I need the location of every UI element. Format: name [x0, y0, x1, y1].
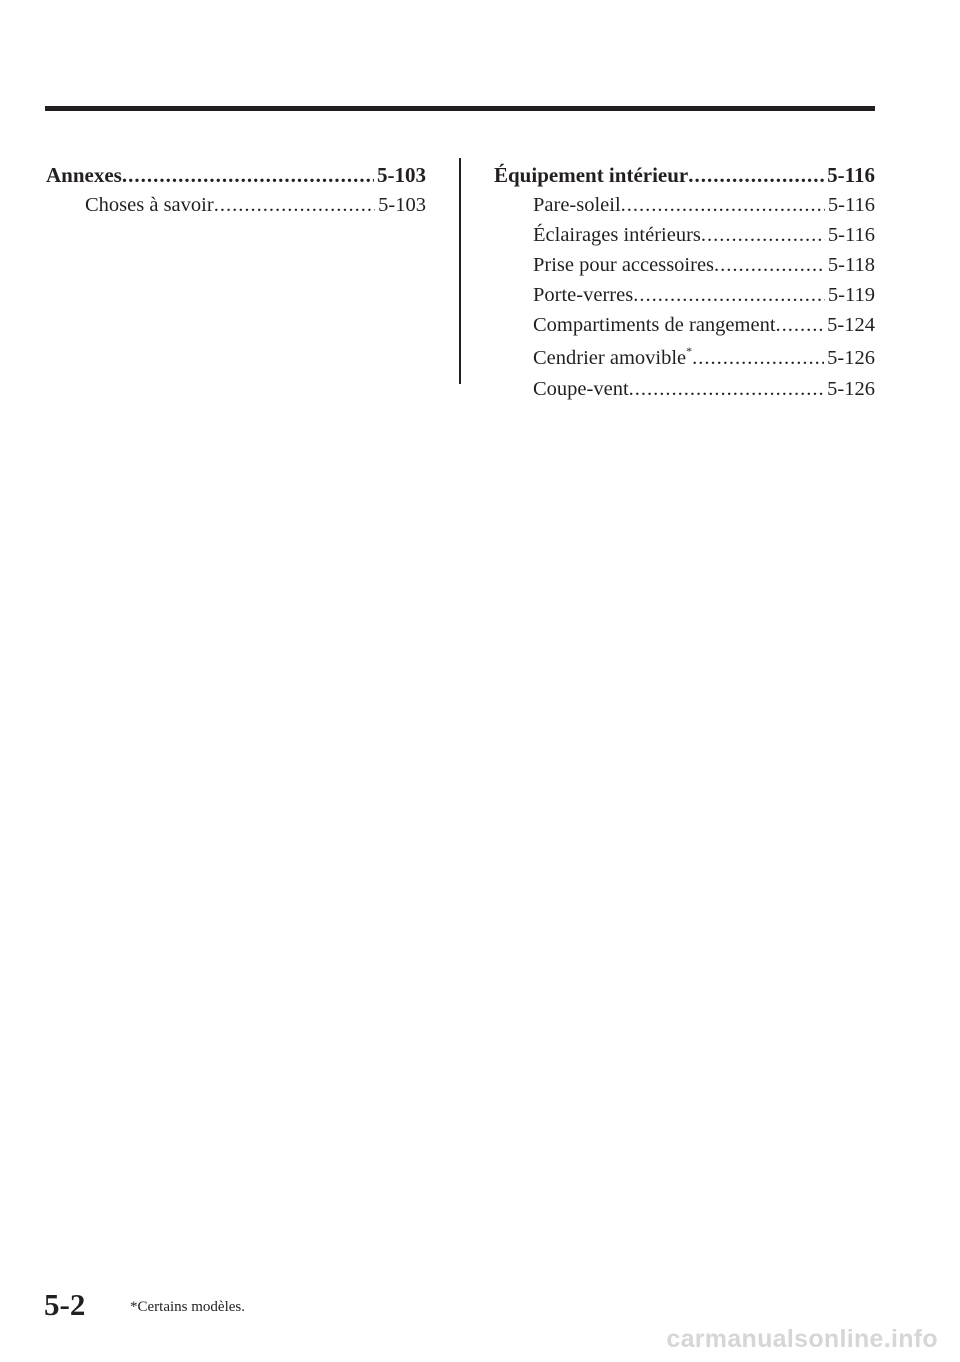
toc-entry-page: 5-124 [827, 314, 875, 336]
toc-entry-label: Coupe-vent [533, 378, 629, 400]
toc-sub-entry[interactable] [533, 310, 875, 340]
toc-entry-label: Pare-soleil [533, 194, 621, 216]
toc-entry-label: Équipement intérieur [494, 163, 689, 187]
header-rule [45, 106, 875, 111]
optional-equipment-marker: * [686, 344, 693, 358]
dot-leader [692, 340, 824, 374]
dot-leader [621, 190, 825, 220]
toc-right-column [494, 160, 875, 404]
toc-entry-label: Éclairages intérieurs [533, 224, 701, 246]
toc-sub-entry[interactable] [533, 280, 875, 310]
toc-sub-entry[interactable] [533, 250, 875, 280]
toc-entry-label: Porte-verres [533, 284, 634, 306]
dot-leader [214, 190, 375, 220]
toc-entry-label: Choses à savoir [85, 194, 214, 216]
toc-entry-label: Cendrier amovible [533, 347, 687, 369]
watermark: carmanualsonline.info [666, 1325, 938, 1353]
toc-sub-entry[interactable] [533, 374, 875, 404]
toc-entry-page: 5-119 [827, 284, 875, 306]
toc-left-column [46, 160, 426, 220]
toc-sub-entry[interactable] [533, 340, 875, 374]
toc-section-entry[interactable] [494, 160, 875, 190]
toc-entry-label: Prise pour accessoires [533, 254, 715, 276]
toc-sub-entry[interactable] [533, 220, 875, 250]
column-divider [459, 158, 461, 384]
footnote: *Certains modèles. [130, 1299, 245, 1315]
toc-sub-entry[interactable] [85, 190, 426, 220]
toc-section-entry[interactable] [46, 160, 426, 190]
toc-entry-page: 5-103 [377, 163, 426, 187]
dot-leader [122, 160, 374, 190]
dot-leader [633, 280, 825, 310]
toc-entry-page: 5-116 [827, 163, 875, 187]
dot-leader [701, 220, 825, 250]
toc-entry-page: 5-116 [827, 194, 875, 216]
toc-entry-page: 5-116 [827, 224, 875, 246]
dot-leader [776, 310, 825, 340]
dot-leader [714, 250, 825, 280]
toc-entry-page: 5-118 [827, 254, 875, 276]
toc-entry-label: Compartiments de rangement [533, 314, 776, 336]
toc-entry-page: 5-103 [378, 194, 426, 216]
toc-sub-entry[interactable] [533, 190, 875, 220]
dot-leader [629, 374, 825, 404]
toc-entry-label: Annexes [46, 163, 122, 187]
toc-entry-page: 5-126 [827, 378, 875, 400]
toc-entry-page: 5-126 [827, 347, 875, 369]
toc-entry-label-wrap [533, 340, 692, 374]
page-number: 5-2 [44, 1287, 86, 1322]
dot-leader [688, 160, 824, 190]
